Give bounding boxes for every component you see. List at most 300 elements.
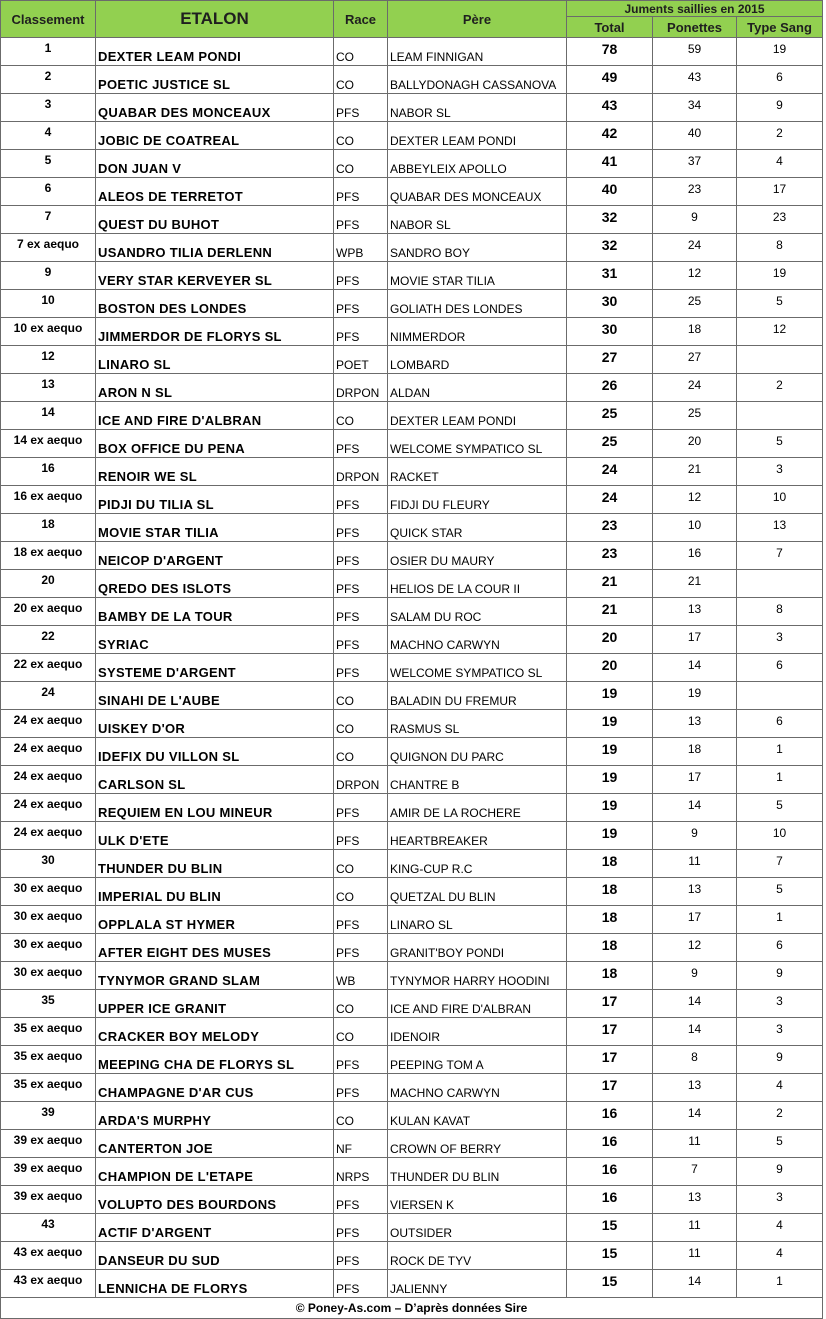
cell-type-sang: 6 — [737, 934, 823, 962]
cell-race: PFS — [334, 178, 388, 206]
cell-type-sang: 1 — [737, 906, 823, 934]
cell-ponettes: 13 — [653, 598, 737, 626]
cell-pere: ROCK DE TYV — [388, 1242, 567, 1270]
cell-total: 17 — [567, 1074, 653, 1102]
table-row — [1, 290, 823, 318]
cell-total: 23 — [567, 542, 653, 570]
cell-race: CO — [334, 710, 388, 738]
cell-ponettes: 14 — [653, 654, 737, 682]
table-row — [1, 934, 823, 962]
cell-pere: OUTSIDER — [388, 1214, 567, 1242]
cell-pere: MACHNO CARWYN — [388, 1074, 567, 1102]
table-row — [1, 374, 823, 402]
cell-rank: 1 — [1, 38, 96, 66]
cell-race: PFS — [334, 1046, 388, 1074]
cell-rank: 14 ex aequo — [1, 430, 96, 458]
cell-race: PFS — [334, 794, 388, 822]
cell-rank: 39 ex aequo — [1, 1158, 96, 1186]
cell-ponettes: 40 — [653, 122, 737, 150]
cell-total: 18 — [567, 962, 653, 990]
cell-total: 49 — [567, 66, 653, 94]
cell-etalon: CANTERTON JOE — [96, 1130, 334, 1158]
cell-pere: RASMUS SL — [388, 710, 567, 738]
table-row — [1, 38, 823, 66]
cell-pere: HELIOS DE LA COUR II — [388, 570, 567, 598]
cell-etalon: QREDO DES ISLOTS — [96, 570, 334, 598]
cell-type-sang: 19 — [737, 262, 823, 290]
cell-ponettes: 12 — [653, 486, 737, 514]
cell-type-sang: 9 — [737, 962, 823, 990]
cell-etalon: QUEST DU BUHOT — [96, 206, 334, 234]
cell-type-sang: 10 — [737, 486, 823, 514]
cell-type-sang: 23 — [737, 206, 823, 234]
cell-pere: WELCOME SYMPATICO SL — [388, 430, 567, 458]
cell-ponettes: 9 — [653, 822, 737, 850]
cell-total: 17 — [567, 990, 653, 1018]
table-row — [1, 710, 823, 738]
cell-ponettes: 17 — [653, 906, 737, 934]
cell-etalon: USANDRO TILIA DERLENN — [96, 234, 334, 262]
cell-etalon: UISKEY D'OR — [96, 710, 334, 738]
cell-etalon: DEXTER LEAM PONDI — [96, 38, 334, 66]
cell-race: PFS — [334, 1242, 388, 1270]
table-row — [1, 878, 823, 906]
cell-rank: 22 — [1, 626, 96, 654]
cell-rank: 18 ex aequo — [1, 542, 96, 570]
cell-total: 16 — [567, 1130, 653, 1158]
cell-etalon: NEICOP D'ARGENT — [96, 542, 334, 570]
cell-race: PFS — [334, 486, 388, 514]
cell-ponettes: 13 — [653, 1074, 737, 1102]
cell-race: PFS — [334, 570, 388, 598]
cell-race: NF — [334, 1130, 388, 1158]
cell-ponettes: 11 — [653, 1130, 737, 1158]
cell-type-sang: 6 — [737, 654, 823, 682]
header-etalon: ETALON — [96, 1, 334, 38]
cell-ponettes: 10 — [653, 514, 737, 542]
cell-race: PFS — [334, 1214, 388, 1242]
table-row — [1, 654, 823, 682]
cell-race: CO — [334, 122, 388, 150]
cell-total: 30 — [567, 318, 653, 346]
cell-etalon: ULK D'ETE — [96, 822, 334, 850]
cell-pere: PEEPING TOM A — [388, 1046, 567, 1074]
cell-race: PFS — [334, 934, 388, 962]
table-row — [1, 122, 823, 150]
cell-rank: 30 ex aequo — [1, 878, 96, 906]
cell-ponettes: 27 — [653, 346, 737, 374]
table-row — [1, 1074, 823, 1102]
cell-pere: HEARTBREAKER — [388, 822, 567, 850]
cell-race: CO — [334, 850, 388, 878]
header-classement: Classement — [1, 1, 96, 38]
cell-ponettes: 24 — [653, 234, 737, 262]
cell-rank: 39 — [1, 1102, 96, 1130]
cell-ponettes: 19 — [653, 682, 737, 710]
cell-pere: SALAM DU ROC — [388, 598, 567, 626]
cell-rank: 9 — [1, 262, 96, 290]
cell-pere: MOVIE STAR TILIA — [388, 262, 567, 290]
cell-type-sang: 5 — [737, 1130, 823, 1158]
cell-pere: NABOR SL — [388, 206, 567, 234]
cell-rank: 24 ex aequo — [1, 794, 96, 822]
cell-etalon: BAMBY DE LA TOUR — [96, 598, 334, 626]
cell-race: PFS — [334, 654, 388, 682]
cell-etalon: REQUIEM EN LOU MINEUR — [96, 794, 334, 822]
table-body — [1, 38, 823, 1298]
cell-etalon: MOVIE STAR TILIA — [96, 514, 334, 542]
cell-pere: CHANTRE B — [388, 766, 567, 794]
cell-pere: MACHNO CARWYN — [388, 626, 567, 654]
cell-ponettes: 11 — [653, 850, 737, 878]
cell-etalon: UPPER ICE GRANIT — [96, 990, 334, 1018]
cell-type-sang: 9 — [737, 94, 823, 122]
cell-pere: LEAM FINNIGAN — [388, 38, 567, 66]
cell-rank: 35 ex aequo — [1, 1046, 96, 1074]
cell-ponettes: 20 — [653, 430, 737, 458]
table-header — [1, 1, 823, 38]
cell-total: 31 — [567, 262, 653, 290]
cell-ponettes: 59 — [653, 38, 737, 66]
cell-total: 15 — [567, 1270, 653, 1298]
cell-pere: LOMBARD — [388, 346, 567, 374]
table-row — [1, 1270, 823, 1298]
cell-race: CO — [334, 682, 388, 710]
cell-pere: WELCOME SYMPATICO SL — [388, 654, 567, 682]
cell-pere: QUETZAL DU BLIN — [388, 878, 567, 906]
cell-rank: 3 — [1, 94, 96, 122]
cell-rank: 10 — [1, 290, 96, 318]
table-row — [1, 486, 823, 514]
cell-rank: 35 ex aequo — [1, 1074, 96, 1102]
cell-pere: KULAN KAVAT — [388, 1102, 567, 1130]
cell-type-sang: 1 — [737, 766, 823, 794]
table-row — [1, 682, 823, 710]
cell-total: 17 — [567, 1046, 653, 1074]
cell-pere: BALADIN DU FREMUR — [388, 682, 567, 710]
cell-race: CO — [334, 1102, 388, 1130]
cell-type-sang: 19 — [737, 38, 823, 66]
cell-pere: QUIGNON DU PARC — [388, 738, 567, 766]
cell-type-sang: 2 — [737, 122, 823, 150]
table-row — [1, 458, 823, 486]
cell-race: POET — [334, 346, 388, 374]
cell-type-sang — [737, 570, 823, 598]
cell-total: 16 — [567, 1158, 653, 1186]
cell-ponettes: 14 — [653, 794, 737, 822]
cell-etalon: ARDA'S MURPHY — [96, 1102, 334, 1130]
cell-race: CO — [334, 1018, 388, 1046]
table-row — [1, 1242, 823, 1270]
cell-total: 40 — [567, 178, 653, 206]
cell-type-sang: 7 — [737, 850, 823, 878]
table-row — [1, 150, 823, 178]
cell-pere: THUNDER DU BLIN — [388, 1158, 567, 1186]
cell-race: PFS — [334, 906, 388, 934]
table-row — [1, 962, 823, 990]
cell-total: 78 — [567, 38, 653, 66]
table-row — [1, 1046, 823, 1074]
cell-rank: 10 ex aequo — [1, 318, 96, 346]
cell-rank: 20 — [1, 570, 96, 598]
cell-etalon: CARLSON SL — [96, 766, 334, 794]
cell-etalon: ACTIF D'ARGENT — [96, 1214, 334, 1242]
cell-pere: TYNYMOR HARRY HOODINI — [388, 962, 567, 990]
cell-etalon: DON JUAN V — [96, 150, 334, 178]
cell-type-sang: 5 — [737, 878, 823, 906]
cell-ponettes: 43 — [653, 66, 737, 94]
cell-rank: 24 ex aequo — [1, 822, 96, 850]
cell-rank: 24 ex aequo — [1, 738, 96, 766]
cell-type-sang — [737, 682, 823, 710]
cell-type-sang: 6 — [737, 66, 823, 94]
table-row — [1, 626, 823, 654]
cell-total: 19 — [567, 682, 653, 710]
cell-total: 19 — [567, 794, 653, 822]
cell-pere: DEXTER LEAM PONDI — [388, 402, 567, 430]
cell-race: CO — [334, 738, 388, 766]
cell-type-sang: 13 — [737, 514, 823, 542]
cell-etalon: VOLUPTO DES BOURDONS — [96, 1186, 334, 1214]
cell-pere: FIDJI DU FLEURY — [388, 486, 567, 514]
cell-total: 27 — [567, 346, 653, 374]
cell-race: PFS — [334, 598, 388, 626]
cell-type-sang: 5 — [737, 430, 823, 458]
table-row — [1, 1186, 823, 1214]
cell-etalon: AFTER EIGHT DES MUSES — [96, 934, 334, 962]
cell-rank: 24 — [1, 682, 96, 710]
cell-total: 18 — [567, 878, 653, 906]
cell-race: PFS — [334, 318, 388, 346]
cell-total: 32 — [567, 206, 653, 234]
cell-race: WPB — [334, 234, 388, 262]
cell-pere: KING-CUP R.C — [388, 850, 567, 878]
cell-etalon: IMPERIAL DU BLIN — [96, 878, 334, 906]
cell-pere: GOLIATH DES LONDES — [388, 290, 567, 318]
cell-rank: 16 ex aequo — [1, 486, 96, 514]
table-row — [1, 1130, 823, 1158]
cell-total: 41 — [567, 150, 653, 178]
cell-type-sang: 9 — [737, 1046, 823, 1074]
cell-etalon: JOBIC DE COATREAL — [96, 122, 334, 150]
cell-ponettes: 14 — [653, 1102, 737, 1130]
cell-etalon: RENOIR WE SL — [96, 458, 334, 486]
table-row — [1, 906, 823, 934]
table-row — [1, 1214, 823, 1242]
cell-type-sang: 3 — [737, 990, 823, 1018]
cell-race: DRPON — [334, 458, 388, 486]
cell-ponettes: 17 — [653, 766, 737, 794]
table-row — [1, 990, 823, 1018]
cell-rank: 7 ex aequo — [1, 234, 96, 262]
cell-etalon: DANSEUR DU SUD — [96, 1242, 334, 1270]
header-pere: Père — [388, 1, 567, 38]
cell-ponettes: 34 — [653, 94, 737, 122]
table-row — [1, 346, 823, 374]
cell-type-sang: 8 — [737, 598, 823, 626]
cell-ponettes: 21 — [653, 570, 737, 598]
cell-ponettes: 18 — [653, 738, 737, 766]
cell-pere: QUABAR DES MONCEAUX — [388, 178, 567, 206]
cell-type-sang: 3 — [737, 1186, 823, 1214]
cell-ponettes: 13 — [653, 878, 737, 906]
cell-ponettes: 37 — [653, 150, 737, 178]
cell-total: 15 — [567, 1214, 653, 1242]
cell-etalon: OPPLALA ST HYMER — [96, 906, 334, 934]
cell-race: PFS — [334, 626, 388, 654]
header-type-sang: Type Sang — [737, 17, 823, 38]
cell-rank: 39 ex aequo — [1, 1130, 96, 1158]
cell-race: PFS — [334, 822, 388, 850]
cell-total: 30 — [567, 290, 653, 318]
cell-etalon: BOSTON DES LONDES — [96, 290, 334, 318]
cell-type-sang: 8 — [737, 234, 823, 262]
cell-rank: 35 — [1, 990, 96, 1018]
cell-total: 16 — [567, 1102, 653, 1130]
cell-rank: 30 — [1, 850, 96, 878]
cell-rank: 5 — [1, 150, 96, 178]
cell-ponettes: 9 — [653, 206, 737, 234]
cell-type-sang: 4 — [737, 150, 823, 178]
cell-rank: 7 — [1, 206, 96, 234]
cell-pere: NIMMERDOR — [388, 318, 567, 346]
cell-ponettes: 16 — [653, 542, 737, 570]
cell-etalon: SYRIAC — [96, 626, 334, 654]
cell-ponettes: 11 — [653, 1242, 737, 1270]
cell-etalon: THUNDER DU BLIN — [96, 850, 334, 878]
cell-ponettes: 9 — [653, 962, 737, 990]
cell-type-sang: 1 — [737, 738, 823, 766]
cell-pere: NABOR SL — [388, 94, 567, 122]
cell-total: 18 — [567, 906, 653, 934]
cell-rank: 24 ex aequo — [1, 766, 96, 794]
cell-race: CO — [334, 66, 388, 94]
cell-total: 17 — [567, 1018, 653, 1046]
cell-race: PFS — [334, 514, 388, 542]
cell-rank: 4 — [1, 122, 96, 150]
cell-ponettes: 8 — [653, 1046, 737, 1074]
table-row — [1, 1158, 823, 1186]
cell-type-sang: 4 — [737, 1074, 823, 1102]
cell-ponettes: 24 — [653, 374, 737, 402]
cell-rank: 2 — [1, 66, 96, 94]
cell-etalon: LENNICHA DE FLORYS — [96, 1270, 334, 1298]
cell-race: PFS — [334, 542, 388, 570]
cell-total: 25 — [567, 430, 653, 458]
cell-ponettes: 11 — [653, 1214, 737, 1242]
cell-etalon: ARON N SL — [96, 374, 334, 402]
table-row — [1, 794, 823, 822]
table-row — [1, 430, 823, 458]
header-total: Total — [567, 17, 653, 38]
table-row — [1, 570, 823, 598]
cell-pere: CROWN OF BERRY — [388, 1130, 567, 1158]
cell-etalon: CHAMPAGNE D'AR CUS — [96, 1074, 334, 1102]
cell-ponettes: 12 — [653, 934, 737, 962]
cell-total: 16 — [567, 1186, 653, 1214]
cell-total: 43 — [567, 94, 653, 122]
cell-total: 21 — [567, 570, 653, 598]
cell-etalon: BOX OFFICE DU PENA — [96, 430, 334, 458]
cell-pere: ABBEYLEIX APOLLO — [388, 150, 567, 178]
cell-total: 24 — [567, 486, 653, 514]
cell-total: 23 — [567, 514, 653, 542]
cell-total: 19 — [567, 822, 653, 850]
cell-etalon: CHAMPION DE L'ETAPE — [96, 1158, 334, 1186]
cell-total: 19 — [567, 710, 653, 738]
cell-rank: 39 ex aequo — [1, 1186, 96, 1214]
cell-pere: OSIER DU MAURY — [388, 542, 567, 570]
cell-rank: 35 ex aequo — [1, 1018, 96, 1046]
table-row — [1, 262, 823, 290]
cell-type-sang: 4 — [737, 1242, 823, 1270]
cell-total: 24 — [567, 458, 653, 486]
cell-ponettes: 25 — [653, 402, 737, 430]
cell-ponettes: 7 — [653, 1158, 737, 1186]
cell-type-sang — [737, 346, 823, 374]
cell-etalon: SINAHI DE L'AUBE — [96, 682, 334, 710]
cell-race: PFS — [334, 94, 388, 122]
cell-pere: GRANIT'BOY PONDI — [388, 934, 567, 962]
table-row — [1, 94, 823, 122]
cell-pere: SANDRO BOY — [388, 234, 567, 262]
cell-ponettes: 18 — [653, 318, 737, 346]
cell-race: CO — [334, 38, 388, 66]
cell-etalon: MEEPING CHA DE FLORYS SL — [96, 1046, 334, 1074]
cell-total: 19 — [567, 738, 653, 766]
cell-race: CO — [334, 878, 388, 906]
footer-credit: © Poney-As.com – D’après données Sire — [1, 1298, 823, 1319]
cell-ponettes: 25 — [653, 290, 737, 318]
cell-rank: 16 — [1, 458, 96, 486]
cell-rank: 43 — [1, 1214, 96, 1242]
cell-type-sang — [737, 402, 823, 430]
cell-rank: 22 ex aequo — [1, 654, 96, 682]
cell-type-sang: 12 — [737, 318, 823, 346]
cell-pere: JALIENNY — [388, 1270, 567, 1298]
cell-race: PFS — [334, 430, 388, 458]
cell-etalon: PIDJI DU TILIA SL — [96, 486, 334, 514]
cell-total: 26 — [567, 374, 653, 402]
cell-total: 18 — [567, 934, 653, 962]
cell-pere: BALLYDONAGH CASSANOVA — [388, 66, 567, 94]
cell-total: 42 — [567, 122, 653, 150]
cell-rank: 18 — [1, 514, 96, 542]
cell-ponettes: 12 — [653, 262, 737, 290]
cell-etalon: IDEFIX DU VILLON SL — [96, 738, 334, 766]
cell-type-sang: 10 — [737, 822, 823, 850]
table-row — [1, 1102, 823, 1130]
cell-type-sang: 6 — [737, 710, 823, 738]
cell-etalon: QUABAR DES MONCEAUX — [96, 94, 334, 122]
table-row — [1, 542, 823, 570]
cell-etalon: LINARO SL — [96, 346, 334, 374]
cell-total: 21 — [567, 598, 653, 626]
cell-race: PFS — [334, 290, 388, 318]
cell-ponettes: 14 — [653, 990, 737, 1018]
table-row — [1, 178, 823, 206]
cell-pere: ALDAN — [388, 374, 567, 402]
table-row — [1, 402, 823, 430]
cell-etalon: JIMMERDOR DE FLORYS SL — [96, 318, 334, 346]
cell-race: PFS — [334, 1186, 388, 1214]
cell-ponettes: 23 — [653, 178, 737, 206]
cell-race: PFS — [334, 1074, 388, 1102]
cell-race: CO — [334, 402, 388, 430]
cell-total: 32 — [567, 234, 653, 262]
cell-type-sang: 3 — [737, 458, 823, 486]
cell-type-sang: 1 — [737, 1270, 823, 1298]
